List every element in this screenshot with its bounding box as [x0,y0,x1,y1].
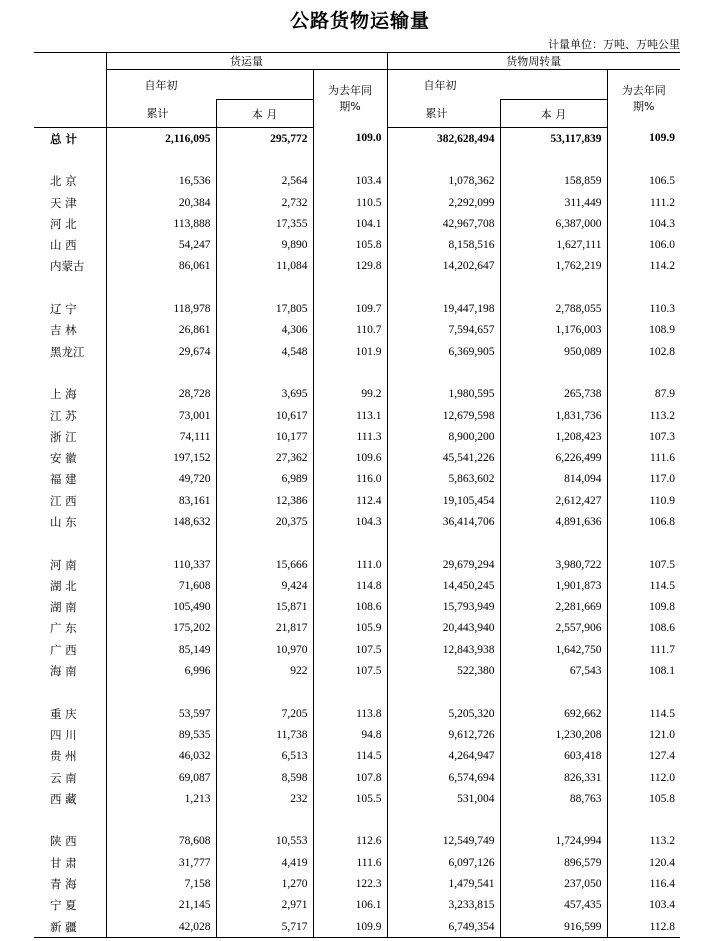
freight-cumulative: 2,116,095 [165,132,211,145]
turnover-yoy: 108.1 [607,660,680,681]
table-row [34,469,680,490]
freight-month: 10,553 [216,831,313,852]
turnover-month: 692,662 [500,703,607,724]
table-row [34,873,680,894]
region-name: 重 庆 [34,703,106,724]
turnover-month: 896,579 [500,852,607,873]
turnover-month: 1,901,873 [500,575,607,596]
table-row [34,405,680,426]
region-name: 吉 林 [34,320,106,341]
freight-yoy: 114.5 [313,746,387,767]
freight-month: 3,695 [216,384,313,405]
region-name: 广 西 [34,639,106,660]
freight-month: 1,270 [216,873,313,894]
turnover-cumulative: 6,369,905 [387,341,500,362]
turnover-cumulative: 14,202,647 [387,256,500,277]
freight-turnover-header: 货物周转量 [387,53,680,70]
turnover-month: 814,094 [500,469,607,490]
region-name: 辽 宁 [34,298,106,319]
turnover-month: 158,859 [500,171,607,192]
freight-yoy: 111.3 [313,426,387,447]
turnover-yoy: 111.7 [607,639,680,660]
turnover-yoy: 87.9 [607,384,680,405]
region-name: 浙 江 [34,426,106,447]
table-row [34,831,680,852]
turnover-yoy: 112.0 [607,767,680,788]
region-name: 湖 南 [34,597,106,618]
freight-cumulative: 118,978 [173,303,211,316]
freight-yoy: 110.5 [313,192,387,213]
freight-cumulative: 197,152 [173,452,211,465]
freight-yoy: 109.0 [313,128,387,150]
turnover-month: 4,891,636 [500,511,607,532]
region-name: 西 藏 [34,788,106,809]
turnover-month: 603,418 [500,746,607,767]
month-header-turnover: 本 月 [500,100,607,128]
turnover-yoy: 108.6 [607,618,680,639]
turnover-month: 1,724,994 [500,831,607,852]
page-title: 公路货物运输量 [289,10,430,32]
turnover-yoy: 116.4 [607,873,680,894]
turnover-cumulative: 36,414,706 [387,511,500,532]
table-row [34,746,680,767]
table-header [34,53,680,128]
spacer-row [34,533,680,554]
table-row [34,213,680,234]
turnover-month: 265,738 [500,384,607,405]
freight-cumulative: 16,536 [178,175,211,188]
table-row [34,384,680,405]
region-name: 青 海 [34,873,106,894]
freight-cumulative: 85,149 [178,643,211,656]
spacer-row [34,149,680,170]
table-row [34,724,680,745]
turnover-yoy: 114.5 [607,703,680,724]
cumulative-header-freight: 累计 [106,100,216,128]
table-row [34,341,680,362]
freight-yoy: 114.8 [313,575,387,596]
freight-cumulative: 20,384 [178,196,211,209]
region-name: 山 东 [34,511,106,532]
turnover-yoy: 111.2 [607,192,680,213]
region-name: 天 津 [34,192,106,213]
turnover-cumulative: 5,863,602 [387,469,500,490]
cumulative-header-turnover: 累计 [387,100,500,128]
freight-yoy: 110.7 [313,320,387,341]
region-name: 北 京 [34,171,106,192]
freight-yoy: 108.6 [313,597,387,618]
freight-yoy: 94.8 [313,724,387,745]
freight-cumulative: 26,861 [178,324,211,337]
region-name: 上 海 [34,384,106,405]
freight-yoy: 103.4 [313,171,387,192]
freight-month: 15,871 [216,597,313,618]
region-name: 安 徽 [34,447,106,468]
turnover-month: 950,089 [500,341,607,362]
freight-month: 8,598 [216,767,313,788]
region-name: 福 建 [34,469,106,490]
freight-yoy: 122.3 [313,873,387,894]
table-row [34,511,680,532]
turnover-cumulative: 29,679,294 [387,554,500,575]
freight-month: 295,772 [216,128,313,150]
region-name: 总 计 [34,128,106,150]
freight-yoy: 99.2 [313,384,387,405]
turnover-cumulative: 6,574,694 [387,767,500,788]
turnover-cumulative: 8,900,200 [387,426,500,447]
turnover-month: 457,435 [500,895,607,916]
month-header-freight: 本 月 [216,100,313,128]
turnover-cumulative: 382,628,494 [387,128,500,150]
freight-month: 9,890 [216,234,313,255]
turnover-yoy: 107.5 [607,554,680,575]
freight-month: 6,513 [216,746,313,767]
freight-cumulative: 69,087 [178,771,211,784]
turnover-month: 2,788,055 [500,298,607,319]
freight-cumulative: 29,674 [178,345,211,358]
freight-yoy: 112.6 [313,831,387,852]
table-row [34,597,680,618]
table-row [34,554,680,575]
freight-month: 11,738 [216,724,313,745]
freight-yoy: 105.5 [313,788,387,809]
turnover-month: 67,543 [500,660,607,681]
turnover-month: 88,763 [500,788,607,809]
turnover-cumulative: 19,105,454 [387,490,500,511]
freight-cumulative: 89,535 [178,728,211,741]
turnover-cumulative: 14,450,245 [387,575,500,596]
turnover-yoy: 106.8 [607,511,680,532]
table-row [34,234,680,255]
freight-month: 5,717 [216,916,313,938]
freight-month: 232 [216,788,313,809]
ytd-header-turnover: 自年初 [387,70,607,100]
table-row [34,426,680,447]
turnover-month: 2,557,906 [500,618,607,639]
turnover-yoy: 114.2 [607,256,680,277]
table-row [34,852,680,873]
turnover-month: 826,331 [500,767,607,788]
freight-yoy: 111.6 [313,852,387,873]
turnover-yoy: 102.8 [607,341,680,362]
turnover-yoy: 117.0 [607,469,680,490]
turnover-cumulative: 522,380 [387,660,500,681]
turnover-cumulative: 42,967,708 [387,213,500,234]
region-name: 湖 北 [34,575,106,596]
turnover-cumulative: 8,158,516 [387,234,500,255]
turnover-cumulative: 12,549,749 [387,831,500,852]
table-row [34,767,680,788]
freight-cumulative: 6,996 [184,665,211,678]
turnover-yoy: 114.5 [607,575,680,596]
freight-cumulative: 42,028 [106,916,216,938]
region-name: 广 东 [34,618,106,639]
freight-cumulative: 175,202 [173,622,211,635]
freight-yoy: 107.5 [313,660,387,681]
table-row [34,490,680,511]
turnover-cumulative: 19,447,198 [387,298,500,319]
turnover-yoy: 113.2 [607,405,680,426]
turnover-yoy: 106.5 [607,171,680,192]
freight-yoy: 129.8 [313,256,387,277]
freight-yoy: 107.5 [313,639,387,660]
freight-month: 11,084 [216,256,313,277]
turnover-month: 1,176,003 [500,320,607,341]
turnover-cumulative: 531,004 [387,788,500,809]
turnover-month: 237,050 [500,873,607,894]
region-name: 内蒙古 [34,256,106,277]
region-name: 河 北 [34,213,106,234]
turnover-yoy: 121.0 [607,724,680,745]
freight-month: 4,419 [216,852,313,873]
turnover-yoy: 108.9 [607,320,680,341]
turnover-month: 1,762,219 [500,256,607,277]
freight-cumulative: 1,213 [184,792,211,805]
table-row [34,575,680,596]
turnover-yoy: 110.3 [607,298,680,319]
table-row [34,192,680,213]
freight-cumulative: 46,032 [178,750,211,763]
table-row [34,298,680,319]
freight-month: 27,362 [216,447,313,468]
freight-cumulative: 53,597 [178,707,211,720]
freight-cumulative: 54,247 [178,239,211,252]
region-name: 河 南 [34,554,106,575]
turnover-yoy: 127.4 [607,746,680,767]
unit-note: 计量单位：万吨、万吨公里 [548,38,680,51]
region-name: 江 西 [34,490,106,511]
freight-cumulative: 31,777 [178,856,211,869]
freight-yoy: 104.3 [313,511,387,532]
freight-yoy: 104.1 [313,213,387,234]
turnover-yoy: 110.9 [607,490,680,511]
freight-month: 6,989 [216,469,313,490]
freight-month: 12,386 [216,490,313,511]
spacer-row [34,362,680,383]
freight-cumulative: 49,720 [178,473,211,486]
freight-cumulative: 148,632 [173,515,211,528]
turnover-cumulative: 1,479,541 [387,873,500,894]
freight-cumulative: 83,161 [178,494,211,507]
freight-table [34,52,680,938]
freight-yoy: 109.6 [313,447,387,468]
freight-month: 20,375 [216,511,313,532]
turnover-cumulative: 9,612,726 [387,724,500,745]
region-name: 海 南 [34,660,106,681]
table-row [34,916,680,938]
freight-month: 17,805 [216,298,313,319]
turnover-cumulative: 1,980,595 [387,384,500,405]
turnover-yoy: 120.4 [607,852,680,873]
freight-yoy: 106.1 [313,895,387,916]
freight-month: 15,666 [216,554,313,575]
freight-month: 7,205 [216,703,313,724]
region-name: 四 川 [34,724,106,745]
turnover-yoy: 103.4 [607,895,680,916]
turnover-cumulative: 2,292,099 [387,192,500,213]
table-row [34,447,680,468]
freight-month: 4,548 [216,341,313,362]
freight-yoy: 109.7 [313,298,387,319]
freight-cumulative: 78,608 [178,835,211,848]
freight-cumulative: 113,888 [173,217,211,230]
freight-month: 9,424 [216,575,313,596]
turnover-yoy: 113.2 [607,831,680,852]
freight-cumulative: 21,145 [178,899,211,912]
freight-cumulative: 110,337 [173,558,211,571]
freight-month: 4,306 [216,320,313,341]
turnover-month: 6,226,499 [500,447,607,468]
freight-cumulative: 71,608 [178,579,211,592]
region-name: 新 疆 [34,916,106,938]
freight-cumulative: 73,001 [178,409,211,422]
turnover-month: 2,281,669 [500,597,607,618]
table-row [34,320,680,341]
spacer-row [34,682,680,703]
freight-cumulative: 105,490 [173,601,211,614]
turnover-cumulative: 45,541,226 [387,447,500,468]
freight-month: 2,971 [216,895,313,916]
table-row [34,171,680,192]
turnover-month: 1,831,736 [500,405,607,426]
spacer-row [34,277,680,298]
turnover-month: 1,230,208 [500,724,607,745]
freight-yoy: 111.0 [313,554,387,575]
table-row [34,895,680,916]
freight-yoy: 113.8 [313,703,387,724]
turnover-cumulative: 4,264,947 [387,746,500,767]
region-name: 云 南 [34,767,106,788]
freight-month: 922 [216,660,313,681]
table-row [34,703,680,724]
region-name: 黑龙江 [34,341,106,362]
ytd-header-freight: 自年初 [144,78,178,92]
turnover-yoy: 104.3 [607,213,680,234]
freight-month: 10,177 [216,426,313,447]
turnover-month: 1,642,750 [500,639,607,660]
region-name: 山 西 [34,234,106,255]
spacer-row [34,810,680,831]
freight-cumulative: 7,158 [184,878,211,891]
turnover-cumulative: 12,679,598 [387,405,500,426]
freight-volume-header: 货运量 [106,53,387,70]
freight-yoy: 101.9 [313,341,387,362]
yoy-header-turnover: 为去年同期% [607,70,680,128]
region-name: 江 苏 [34,405,106,426]
turnover-month: 916,599 [500,916,607,938]
turnover-yoy: 112.8 [607,916,680,938]
region-name: 甘 肃 [34,852,106,873]
turnover-cumulative: 3,233,815 [387,895,500,916]
turnover-month: 2,612,427 [500,490,607,511]
turnover-month: 1,208,423 [500,426,607,447]
turnover-yoy: 111.6 [607,447,680,468]
freight-yoy: 109.9 [313,916,387,938]
yoy-header-freight: 为去年同期% [313,70,387,128]
freight-month: 2,732 [216,192,313,213]
turnover-cumulative: 15,793,949 [387,597,500,618]
freight-yoy: 113.1 [313,405,387,426]
table-row [34,256,680,277]
region-name: 宁 夏 [34,895,106,916]
turnover-cumulative: 6,097,126 [387,852,500,873]
turnover-yoy: 109.8 [607,597,680,618]
turnover-cumulative: 7,594,657 [387,320,500,341]
freight-yoy: 112.4 [313,490,387,511]
region-name: 贵 州 [34,746,106,767]
turnover-month: 311,449 [500,192,607,213]
total-row [34,128,680,150]
turnover-cumulative: 12,843,938 [387,639,500,660]
table-row [34,639,680,660]
turnover-month: 53,117,839 [500,128,607,150]
freight-yoy: 105.9 [313,618,387,639]
freight-month: 21,817 [216,618,313,639]
turnover-cumulative: 1,078,362 [387,171,500,192]
table-row [34,660,680,681]
table-row [34,618,680,639]
freight-month: 10,970 [216,639,313,660]
turnover-yoy: 109.9 [607,128,680,150]
freight-cumulative: 86,061 [178,260,211,273]
turnover-month: 6,387,000 [500,213,607,234]
table-body [34,128,680,938]
turnover-yoy: 106.0 [607,234,680,255]
turnover-cumulative: 20,443,940 [387,618,500,639]
region-name: 陕 西 [34,831,106,852]
freight-month: 2,564 [216,171,313,192]
table-row [34,788,680,809]
freight-cumulative: 74,111 [179,430,211,443]
turnover-month: 3,980,722 [500,554,607,575]
freight-yoy: 105.8 [313,234,387,255]
turnover-cumulative: 5,205,320 [387,703,500,724]
freight-yoy: 116.0 [313,469,387,490]
freight-cumulative: 28,728 [178,388,211,401]
turnover-yoy: 105.8 [607,788,680,809]
freight-month: 10,617 [216,405,313,426]
turnover-yoy: 107.3 [607,426,680,447]
turnover-month: 1,627,111 [500,234,607,255]
freight-yoy: 107.8 [313,767,387,788]
turnover-cumulative: 6,749,354 [387,916,500,938]
freight-month: 17,355 [216,213,313,234]
